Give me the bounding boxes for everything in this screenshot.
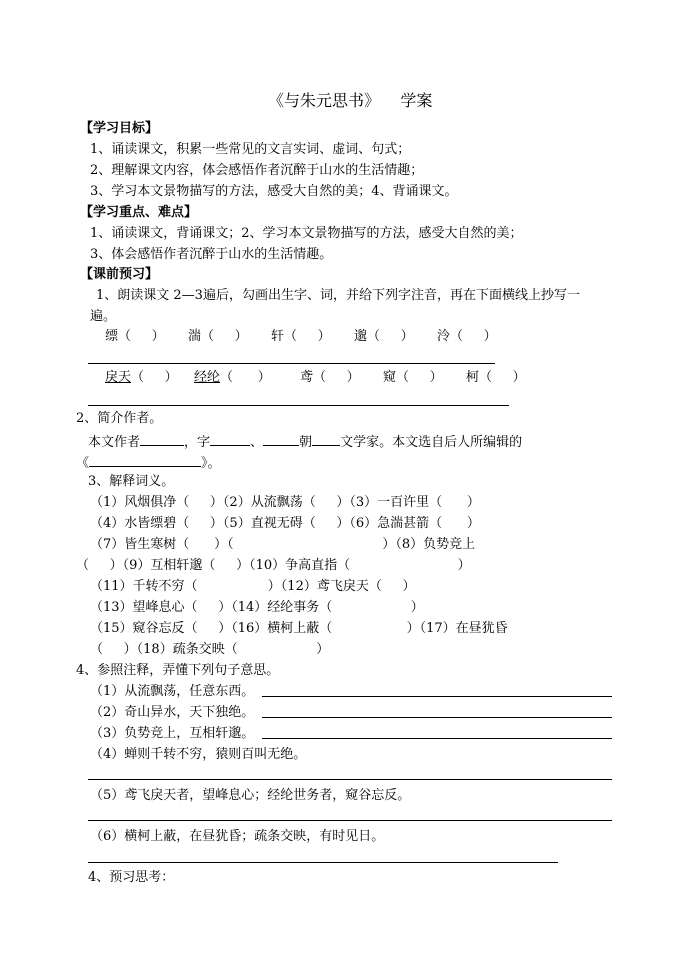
q2-book: 《 》。 [76,452,221,473]
char-item: 柯（ ） [466,370,526,385]
copy-line[interactable] [88,363,495,364]
focus-item: 3、体会感悟作者沉醉于山水的生活情趣。 [90,247,333,262]
char-item: 泠（ ） [437,329,497,344]
q3-line: （4）水皆缥碧（ ）（5）直视无碍（ ）（6）急湍甚箭（ ） [90,516,480,531]
q1-text-cont: 遍。 [90,309,117,324]
answer-line[interactable] [262,696,612,697]
q4-item: （5）鸢飞戾天者，望峰息心；经纶世务者，窥谷忘反。 [90,788,411,803]
char-item: 湍（ ） [188,329,248,344]
blank-field[interactable] [263,431,299,446]
q4-item: （3）负势竞上，互相轩邈。 [90,726,255,741]
q1-text: 1、朗读课文 2—3遍后，勾画出生字、词，并给下列字注音，再在下面横线上抄写一 [96,288,580,303]
focus-item: 1、诵读课文，背诵课文；2、学习本文景物描写的方法，感受大自然的美； [90,226,523,241]
q5-text: 4、预习思考： [88,870,175,885]
q3-line: （1）风烟俱净（ ）（2）从流飘荡（ ）（3）一百许里（ ） [90,495,480,510]
answer-line[interactable] [262,738,612,739]
answer-line[interactable] [88,779,612,780]
goal-item: 1、诵读课文，积累一些常见的文言实词、虚词、句式； [90,142,411,157]
goal-item: 3、学习本文景物描写的方法，感受大自然的美；4、背诵课文。 [90,184,458,199]
q3-line: （11）千转不穷（ ）（12）鸢飞戾天（ ） [90,579,416,594]
q2-text: 2、简介作者。 [76,411,163,426]
q4-item: （1）从流飘荡，任意东西。 [90,684,255,699]
page-title: 《与朱元思书》 学案 [268,91,433,110]
q4-item: （6）横柯上蔽，在昼犹昏；疏条交映，有时见日。 [90,829,385,844]
blank-field[interactable] [312,431,340,446]
char-item: 戾天（ ） [105,370,178,385]
char-item: 窥（ ） [383,370,443,385]
char-item: 邈（ ） [354,329,414,344]
answer-line[interactable] [262,717,612,718]
preview-heading: 【课前预习】 [80,267,159,282]
q4-item: （2）奇山异水，天下独绝。 [90,705,255,720]
char-item: 经纶（ ） [194,370,271,385]
q4-item: （4）蝉则千转不穷，猿则百叫无绝。 [90,747,307,762]
q2-fill: 本文作者 ，字 、 朝 文学家。本文选自后人所编辑的 [88,431,522,452]
blank-field[interactable] [140,431,184,446]
blank-field[interactable] [210,431,250,446]
q3-text: 3、解释词义。 [88,474,175,489]
blank-field[interactable] [89,452,201,467]
q3-line: （15）窥谷忘反（ ）（16）横柯上蔽（ ）（17）在昼犹昏 [90,621,508,636]
goals-heading: 【学习目标】 [80,121,159,136]
focus-heading: 【学习重点、难点】 [80,205,198,220]
q3-line: （ ）（9）互相轩邈（ ）（10）争高直指（ ） [76,558,471,573]
answer-line[interactable] [88,862,558,863]
q3-line: （ ）（18）疏条交映（ ） [90,642,330,657]
q3-line: （7）皆生寒树（ ）（ ）（8）负势竞上 [90,537,476,552]
char-item: 鸢（ ） [300,370,360,385]
goal-item: 2、理解课文内容，体会感悟作者沉醉于山水的生活情趣； [90,163,424,178]
char-item: 缥（ ） [105,329,165,344]
answer-line[interactable] [88,820,612,821]
q4-text: 4、参照注释，弄懂下列句子意思。 [76,663,280,678]
copy-line[interactable] [88,405,509,406]
char-item: 轩（ ） [271,329,331,344]
q3-line: （13）望峰息心（ ）（14）经纶事务（ ） [90,600,424,615]
